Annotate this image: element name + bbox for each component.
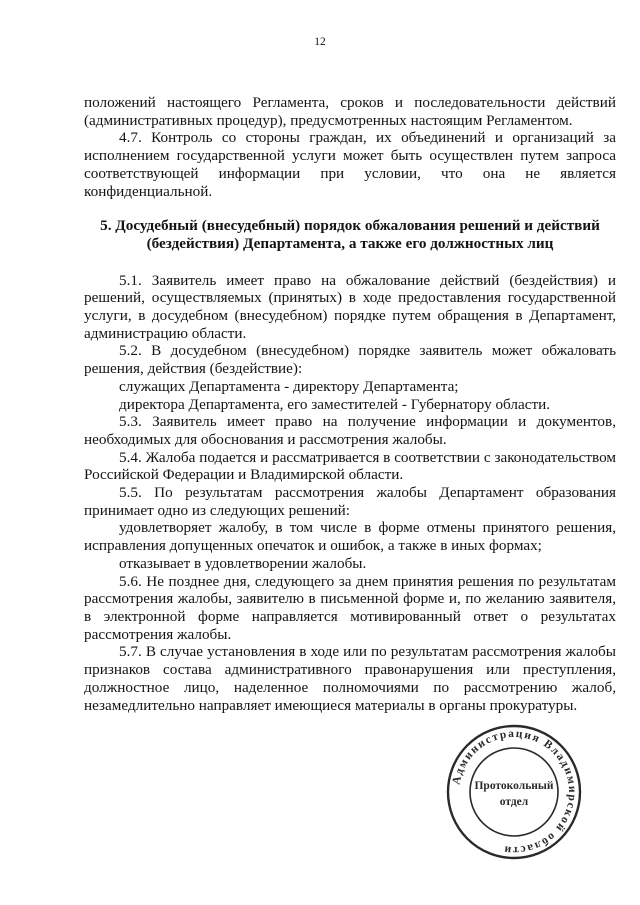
- paragraph-5-2: 5.2. В досудебном (внесудебном) порядке заявитель может обжаловать решения, действия (бездействие):: [84, 342, 616, 378]
- list-item: удовлетворяет жалобу, в том числе в форме отмены принятого решения, исправления допущенных опечаток и ошибок, а также в иных формах;: [84, 519, 616, 555]
- paragraph-5-4: 5.4. Жалоба подается и рассматривается в соответствии с законодательством Российской Федерации и Владимирской области.: [84, 448, 616, 484]
- page-number: 12: [314, 36, 326, 48]
- official-stamp: [444, 722, 584, 862]
- paragraph: 4.7. Контроль со стороны граждан, их объединений и организаций за исполнением государственной услуги может быть осуществлен путем запроса соответствующей информации при условии, что она не является конфиденциальной.: [84, 129, 616, 200]
- paragraph-5-5: 5.5. По результатам рассмотрения жалобы Департамент образования принимает одно из следующих решений:: [84, 484, 616, 519]
- section-paragraphs: [84, 272, 616, 715]
- paragraph-5-1: 5.1. Заявитель имеет право на обжалование действий (бездействия) и решений, осуществляемых (принятых) в ходе предоставления государственной услуги, в досудебном (внесудебном) порядке путем обращения в Департамент, администрацию области.: [84, 271, 616, 342]
- top-paragraphs: [84, 94, 616, 200]
- paragraph-5-3: 5.3. Заявитель имеет право на получение информации и документов, необходимых для обоснования и рассмотрения жалобы.: [84, 413, 616, 448]
- stamp-outer-ring: [448, 726, 580, 858]
- stamp-inner-ring: [470, 748, 558, 836]
- stamp-center-line: отдел: [499, 796, 529, 808]
- paragraph: положений настоящего Регламента, сроков и последовательности действий: [84, 94, 616, 111]
- list-item: служащих Департамента - директору Департамента;: [119, 377, 459, 395]
- paragraph: (административных процедур), предусмотренных настоящим Регламентом.: [84, 111, 573, 129]
- list-item: отказывает в удовлетворении жалобы.: [119, 554, 367, 572]
- stamp-center-line: Протокольный: [474, 780, 554, 792]
- section-heading-line: (бездействия) Департамента, а также его должностных лиц: [146, 235, 554, 253]
- section-heading-line: 5. Досудебный (внесудебный) порядок обжалования решений и действий: [100, 217, 600, 235]
- paragraph-5-6: 5.6. Не позднее дня, следующего за днем принятия решения по результатам рассмотрения жалобы, заявителю в письменной форме и, по желанию заявителя, в электронной форме направляется мотивированный ответ о результатах рассмотрения жалобы.: [84, 572, 616, 643]
- list-item: директора Департамента, его заместителей - Губернатору области.: [119, 395, 551, 413]
- stamp-ring-text: Администрация Владимирской области: [450, 727, 579, 857]
- paragraph-5-7: 5.7. В случае установления в ходе или по результатам рассмотрения жалобы признаков состава административного правонарушения или преступления, должностное лицо, наделенное полномочиями по рассмотрению жалоб, незамедлительно направляет имеющиеся материалы в органы прокуратуры.: [84, 643, 616, 714]
- section-heading: [84, 217, 616, 253]
- document-body: [84, 94, 616, 714]
